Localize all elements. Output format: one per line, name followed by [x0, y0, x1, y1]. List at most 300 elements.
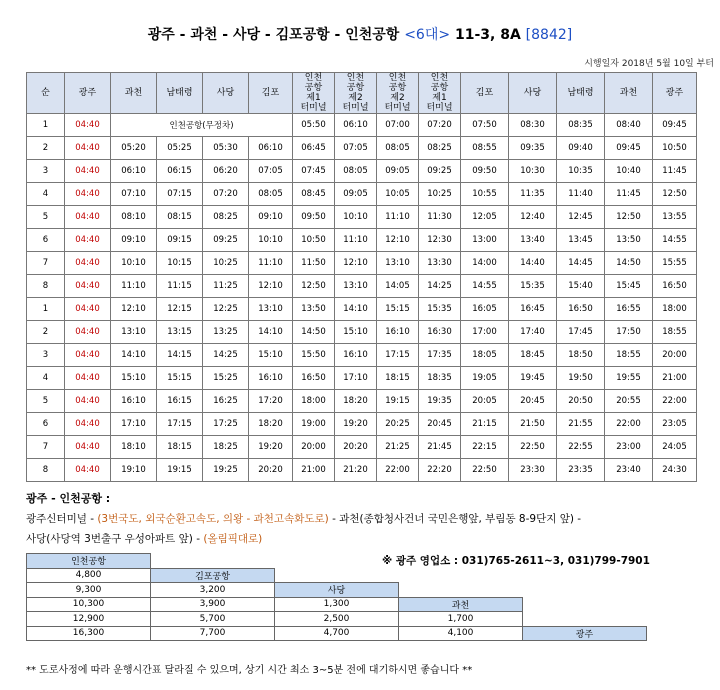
fare-cell: 1,700	[399, 612, 523, 627]
time-cell: 21:00	[653, 367, 697, 390]
time-cell: 04:40	[65, 229, 111, 252]
header-cell: 광주	[653, 73, 697, 114]
fare-blank	[399, 554, 523, 569]
fare-cell: 7,700	[151, 626, 275, 641]
time-cell: 09:25	[419, 160, 461, 183]
timetable-body	[27, 114, 697, 482]
time-cell: 5	[27, 390, 65, 413]
time-cell: 13:10	[335, 275, 377, 298]
time-cell: 10:55	[461, 183, 509, 206]
time-cell: 14:10	[111, 344, 157, 367]
time-cell: 21:45	[419, 436, 461, 459]
time-cell: 09:45	[653, 114, 697, 137]
time-cell: 04:40	[65, 436, 111, 459]
time-cell: 18:20	[249, 413, 293, 436]
time-cell: 19:50	[557, 367, 605, 390]
time-cell: 04:40	[65, 459, 111, 482]
fare-cell: 2,500	[275, 612, 399, 627]
fare-cell: 16,300	[27, 626, 151, 641]
time-cell: 20:00	[653, 344, 697, 367]
time-cell: 08:15	[157, 206, 203, 229]
time-cell: 13:30	[419, 252, 461, 275]
time-cell: 10:15	[157, 252, 203, 275]
time-cell: 10:30	[509, 160, 557, 183]
time-cell: 22:00	[377, 459, 419, 482]
time-cell: 4	[27, 183, 65, 206]
header-cell: 사당	[509, 73, 557, 114]
time-cell: 16:10	[335, 344, 377, 367]
time-cell: 04:40	[65, 344, 111, 367]
time-cell: 18:20	[335, 390, 377, 413]
table-row	[27, 390, 697, 413]
time-cell: 18:55	[653, 321, 697, 344]
time-cell: 14:50	[605, 252, 653, 275]
time-cell: 22:00	[653, 390, 697, 413]
time-cell: 2	[27, 137, 65, 160]
fare-blank	[275, 554, 399, 569]
time-cell: 09:05	[335, 183, 377, 206]
time-cell: 1	[27, 298, 65, 321]
time-cell: 04:40	[65, 252, 111, 275]
time-cell: 14:05	[377, 275, 419, 298]
time-cell: 13:10	[111, 321, 157, 344]
time-cell: 15:40	[557, 275, 605, 298]
time-cell: 17:25	[203, 413, 249, 436]
time-cell: 11:40	[557, 183, 605, 206]
route-line-2-a: 사당(사당역 3번출구 우성아파트 앞) -	[26, 533, 204, 545]
time-cell: 22:50	[461, 459, 509, 482]
time-cell: 20:50	[557, 390, 605, 413]
table-row	[27, 183, 697, 206]
fare-cell: 5,700	[151, 612, 275, 627]
time-cell: 14:55	[461, 275, 509, 298]
time-cell: 10:35	[557, 160, 605, 183]
time-cell: 09:40	[557, 137, 605, 160]
fare-cell: 10,300	[27, 597, 151, 612]
time-cell: 10:50	[293, 229, 335, 252]
bus-count: <6대>	[404, 27, 451, 43]
time-cell: 20:20	[249, 459, 293, 482]
time-cell: 18:15	[157, 436, 203, 459]
route-title: 광주 - 과천 - 사당 - 김포공항 - 인천공항	[147, 27, 400, 43]
time-cell: 15:55	[653, 252, 697, 275]
time-cell: 5	[27, 206, 65, 229]
header-cell: 과천	[605, 73, 653, 114]
time-cell: 19:05	[461, 367, 509, 390]
table-row	[27, 459, 697, 482]
time-cell: 18:15	[377, 367, 419, 390]
time-cell: 15:45	[605, 275, 653, 298]
time-cell: 17:00	[461, 321, 509, 344]
time-cell: 12:30	[419, 229, 461, 252]
time-cell: 05:20	[111, 137, 157, 160]
time-cell: 11:30	[419, 206, 461, 229]
time-cell: 12:15	[157, 298, 203, 321]
time-cell: 14:40	[509, 252, 557, 275]
time-cell: 04:40	[65, 114, 111, 137]
time-cell: 14:25	[203, 344, 249, 367]
time-cell: 15:15	[157, 367, 203, 390]
header-cell: 남태령	[557, 73, 605, 114]
time-cell: 23:40	[605, 459, 653, 482]
time-cell: 16:10	[377, 321, 419, 344]
fare-row	[27, 597, 647, 612]
time-cell: 11:10	[111, 275, 157, 298]
time-cell: 08:25	[419, 137, 461, 160]
fare-stop-label: 사당	[275, 583, 399, 598]
time-cell: 06:45	[293, 137, 335, 160]
fare-cell: 4,800	[27, 568, 151, 583]
route-line-2	[26, 531, 262, 546]
fare-cell: 1,300	[275, 597, 399, 612]
time-cell: 21:55	[557, 413, 605, 436]
time-cell: 08:10	[111, 206, 157, 229]
time-cell: 3	[27, 160, 65, 183]
table-row	[27, 321, 697, 344]
time-cell: 19:15	[157, 459, 203, 482]
time-cell: 24:05	[653, 436, 697, 459]
time-cell: 06:10	[335, 114, 377, 137]
time-cell: 23:05	[653, 413, 697, 436]
time-cell: 20:05	[461, 390, 509, 413]
time-cell: 13:40	[509, 229, 557, 252]
time-cell: 10:10	[111, 252, 157, 275]
table-row	[27, 275, 697, 298]
time-cell: 16:15	[157, 390, 203, 413]
time-cell: 18:35	[419, 367, 461, 390]
time-cell: 23:00	[605, 436, 653, 459]
time-cell: 09:45	[605, 137, 653, 160]
time-cell: 19:20	[335, 413, 377, 436]
time-cell: 10:05	[377, 183, 419, 206]
time-cell: 16:05	[461, 298, 509, 321]
time-cell: 11:45	[653, 160, 697, 183]
fare-stop-label: 김포공항	[151, 568, 275, 583]
fare-row	[27, 626, 647, 641]
time-cell: 09:15	[157, 229, 203, 252]
header-cell: 과천	[111, 73, 157, 114]
time-cell: 04:40	[65, 321, 111, 344]
time-cell: 09:05	[377, 160, 419, 183]
time-cell: 07:45	[293, 160, 335, 183]
time-cell: 12:05	[461, 206, 509, 229]
time-cell: 06:10	[249, 137, 293, 160]
time-cell: 17:45	[557, 321, 605, 344]
time-cell: 07:20	[419, 114, 461, 137]
time-cell: 12:45	[557, 206, 605, 229]
time-cell: 20:00	[293, 436, 335, 459]
time-cell: 18:10	[111, 436, 157, 459]
fare-row	[27, 568, 647, 583]
route-line-1-b: (3번국도, 외국순환고속도, 의왕 - 과천고속화도로)	[97, 513, 329, 525]
time-cell: 7	[27, 436, 65, 459]
time-cell: 04:40	[65, 137, 111, 160]
time-cell: 10:10	[335, 206, 377, 229]
fare-stop-label: 인천공항	[27, 554, 151, 569]
time-cell: 20:45	[419, 413, 461, 436]
table-row	[27, 114, 697, 137]
time-cell: 16:55	[605, 298, 653, 321]
table-row	[27, 344, 697, 367]
page-title	[0, 24, 720, 44]
time-cell: 09:10	[111, 229, 157, 252]
time-cell: 05:30	[203, 137, 249, 160]
time-cell: 09:35	[509, 137, 557, 160]
time-cell: 15:50	[293, 344, 335, 367]
timetable	[26, 72, 697, 482]
time-cell: 08:35	[557, 114, 605, 137]
time-cell: 12:10	[111, 298, 157, 321]
time-cell: 12:10	[335, 252, 377, 275]
time-cell: 16:45	[509, 298, 557, 321]
effective-date: 시행일자 2018년 5월 10일 부터	[584, 59, 714, 69]
time-cell: 07:20	[203, 183, 249, 206]
time-cell: 20:55	[605, 390, 653, 413]
time-cell: 17:15	[157, 413, 203, 436]
fare-cell: 12,900	[27, 612, 151, 627]
header-cell: 인천 공항 제2 터미널	[377, 73, 419, 114]
time-cell: 07:10	[111, 183, 157, 206]
time-cell: 07:05	[249, 160, 293, 183]
time-cell: 18:00	[653, 298, 697, 321]
time-cell: 11:10	[249, 252, 293, 275]
time-cell: 15:35	[419, 298, 461, 321]
footer-note: ** 도로사정에 따라 운행시간표 달라질 수 있으며, 상기 시간 최소 3~5분 전에 대기하시면 좋습니다 **	[26, 665, 473, 676]
header-cell: 사당	[203, 73, 249, 114]
time-cell: 14:45	[557, 252, 605, 275]
time-cell: 19:15	[377, 390, 419, 413]
time-cell: 14:10	[335, 298, 377, 321]
time-cell: 14:50	[293, 321, 335, 344]
header-cell: 김포	[249, 73, 293, 114]
time-cell: 14:25	[419, 275, 461, 298]
time-cell: 05:25	[157, 137, 203, 160]
time-cell: 09:50	[461, 160, 509, 183]
time-cell: 21:50	[509, 413, 557, 436]
time-cell: 11:15	[157, 275, 203, 298]
time-cell: 8	[27, 459, 65, 482]
time-cell: 16:10	[111, 390, 157, 413]
time-cell: 09:10	[249, 206, 293, 229]
header-cell: 인천 공항 제2 터미널	[335, 73, 377, 114]
time-cell: 13:55	[653, 206, 697, 229]
time-cell: 08:05	[377, 137, 419, 160]
fare-stop-label: 과천	[399, 597, 523, 612]
fare-cell: 4,700	[275, 626, 399, 641]
time-cell: 10:10	[249, 229, 293, 252]
time-cell: 17:35	[419, 344, 461, 367]
time-cell: 15:25	[203, 367, 249, 390]
time-cell: 11:45	[605, 183, 653, 206]
time-cell: 14:00	[461, 252, 509, 275]
time-cell: 07:05	[335, 137, 377, 160]
time-cell: 09:25	[203, 229, 249, 252]
time-cell: 08:05	[249, 183, 293, 206]
time-cell: 05:50	[293, 114, 335, 137]
time-cell: 15:15	[377, 298, 419, 321]
header-cell: 김포	[461, 73, 509, 114]
office-phone: ※ 광주 영업소 : 031)765-2611~3, 031)799-7901	[382, 555, 650, 567]
time-cell: 10:50	[653, 137, 697, 160]
time-cell: 22:20	[419, 459, 461, 482]
fare-row	[27, 583, 647, 598]
time-cell: 04:40	[65, 206, 111, 229]
time-cell: 21:15	[461, 413, 509, 436]
time-cell: 08:55	[461, 137, 509, 160]
fare-blank	[399, 583, 523, 598]
time-cell: 11:35	[509, 183, 557, 206]
route-code: [8842]	[525, 27, 573, 43]
time-cell: 1	[27, 114, 65, 137]
time-cell: 22:15	[461, 436, 509, 459]
time-cell: 10:25	[419, 183, 461, 206]
time-cell: 13:10	[377, 252, 419, 275]
time-cell: 18:05	[461, 344, 509, 367]
time-cell: 17:10	[335, 367, 377, 390]
fare-table	[26, 553, 647, 641]
time-cell: 13:45	[557, 229, 605, 252]
time-cell: 06:20	[203, 160, 249, 183]
time-cell: 11:25	[203, 275, 249, 298]
time-cell: 13:15	[157, 321, 203, 344]
table-row	[27, 367, 697, 390]
time-cell: 08:45	[293, 183, 335, 206]
time-cell: 23:35	[557, 459, 605, 482]
time-cell: 07:50	[461, 114, 509, 137]
time-cell: 12:10	[249, 275, 293, 298]
route-line-1-c: - 과천(종합청사건너 국민은행앞, 부림동 8-9단지 앞) -	[328, 513, 582, 525]
route-line-2-b: (올림픽대로)	[203, 533, 263, 545]
time-cell: 3	[27, 344, 65, 367]
fare-blank	[275, 568, 399, 583]
time-cell: 04:40	[65, 275, 111, 298]
time-cell: 15:10	[249, 344, 293, 367]
time-cell: 20:20	[335, 436, 377, 459]
time-cell: 08:05	[335, 160, 377, 183]
time-cell: 6	[27, 229, 65, 252]
time-cell: 18:55	[605, 344, 653, 367]
time-cell: 12:10	[377, 229, 419, 252]
time-cell: 04:40	[65, 390, 111, 413]
time-cell: 2	[27, 321, 65, 344]
time-cell: 21:00	[293, 459, 335, 482]
fare-blank	[523, 583, 647, 598]
fare-row	[27, 554, 647, 569]
time-cell: 인천공항(무정차)	[111, 114, 293, 137]
time-cell: 14:55	[653, 229, 697, 252]
time-cell: 8	[27, 275, 65, 298]
bus-numbers: 11-3, 8A	[454, 27, 521, 43]
time-cell: 13:50	[293, 298, 335, 321]
time-cell: 12:50	[605, 206, 653, 229]
fare-blank	[523, 612, 647, 627]
time-cell: 15:10	[111, 367, 157, 390]
time-cell: 16:30	[419, 321, 461, 344]
time-cell: 15:10	[335, 321, 377, 344]
time-cell: 17:20	[249, 390, 293, 413]
header-cell: 광주	[65, 73, 111, 114]
time-cell: 08:25	[203, 206, 249, 229]
time-cell: 13:10	[249, 298, 293, 321]
table-row	[27, 137, 697, 160]
route-line-1-a: 광주신터미널 -	[26, 513, 98, 525]
time-cell: 14:10	[249, 321, 293, 344]
time-cell: 24:30	[653, 459, 697, 482]
time-cell: 16:25	[203, 390, 249, 413]
header-cell: 인천 공항 제1 터미널	[293, 73, 335, 114]
time-cell: 6	[27, 413, 65, 436]
fare-blank	[523, 554, 647, 569]
time-cell: 12:50	[293, 275, 335, 298]
time-cell: 19:35	[419, 390, 461, 413]
time-cell: 21:25	[377, 436, 419, 459]
time-cell: 08:30	[509, 114, 557, 137]
time-cell: 4	[27, 367, 65, 390]
table-row	[27, 206, 697, 229]
time-cell: 04:40	[65, 298, 111, 321]
time-cell: 15:35	[509, 275, 557, 298]
time-cell: 22:50	[509, 436, 557, 459]
table-row	[27, 160, 697, 183]
time-cell: 16:50	[557, 298, 605, 321]
time-cell: 7	[27, 252, 65, 275]
time-cell: 04:40	[65, 160, 111, 183]
fare-blank	[399, 568, 523, 583]
time-cell: 11:50	[293, 252, 335, 275]
time-cell: 19:45	[509, 367, 557, 390]
table-row	[27, 298, 697, 321]
fare-blank	[523, 568, 647, 583]
table-row	[27, 229, 697, 252]
time-cell: 07:15	[157, 183, 203, 206]
fare-row	[27, 612, 647, 627]
time-cell: 17:10	[111, 413, 157, 436]
time-cell: 16:50	[653, 275, 697, 298]
fare-blank	[151, 554, 275, 569]
time-cell: 11:10	[377, 206, 419, 229]
time-cell: 22:55	[557, 436, 605, 459]
time-cell: 13:50	[605, 229, 653, 252]
time-cell: 06:15	[157, 160, 203, 183]
time-cell: 18:45	[509, 344, 557, 367]
time-cell: 17:40	[509, 321, 557, 344]
table-row	[27, 413, 697, 436]
time-cell: 04:40	[65, 367, 111, 390]
route-section-heading: 광주 - 인천공항 :	[26, 492, 111, 505]
time-cell: 17:15	[377, 344, 419, 367]
fare-cell: 3,200	[151, 583, 275, 598]
fare-stop-label: 광주	[523, 626, 647, 641]
time-cell: 17:50	[605, 321, 653, 344]
time-cell: 19:55	[605, 367, 653, 390]
header-cell: 순	[27, 73, 65, 114]
time-cell: 04:40	[65, 413, 111, 436]
time-cell: 18:50	[557, 344, 605, 367]
fare-cell: 3,900	[151, 597, 275, 612]
time-cell: 10:25	[203, 252, 249, 275]
time-cell: 21:20	[335, 459, 377, 482]
timetable-header	[27, 73, 697, 114]
time-cell: 20:45	[509, 390, 557, 413]
time-cell: 19:20	[249, 436, 293, 459]
table-row	[27, 252, 697, 275]
time-cell: 18:25	[203, 436, 249, 459]
time-cell: 19:00	[293, 413, 335, 436]
time-cell: 14:15	[157, 344, 203, 367]
fare-blank	[523, 597, 647, 612]
fare-cell: 9,300	[27, 583, 151, 598]
time-cell: 12:40	[509, 206, 557, 229]
